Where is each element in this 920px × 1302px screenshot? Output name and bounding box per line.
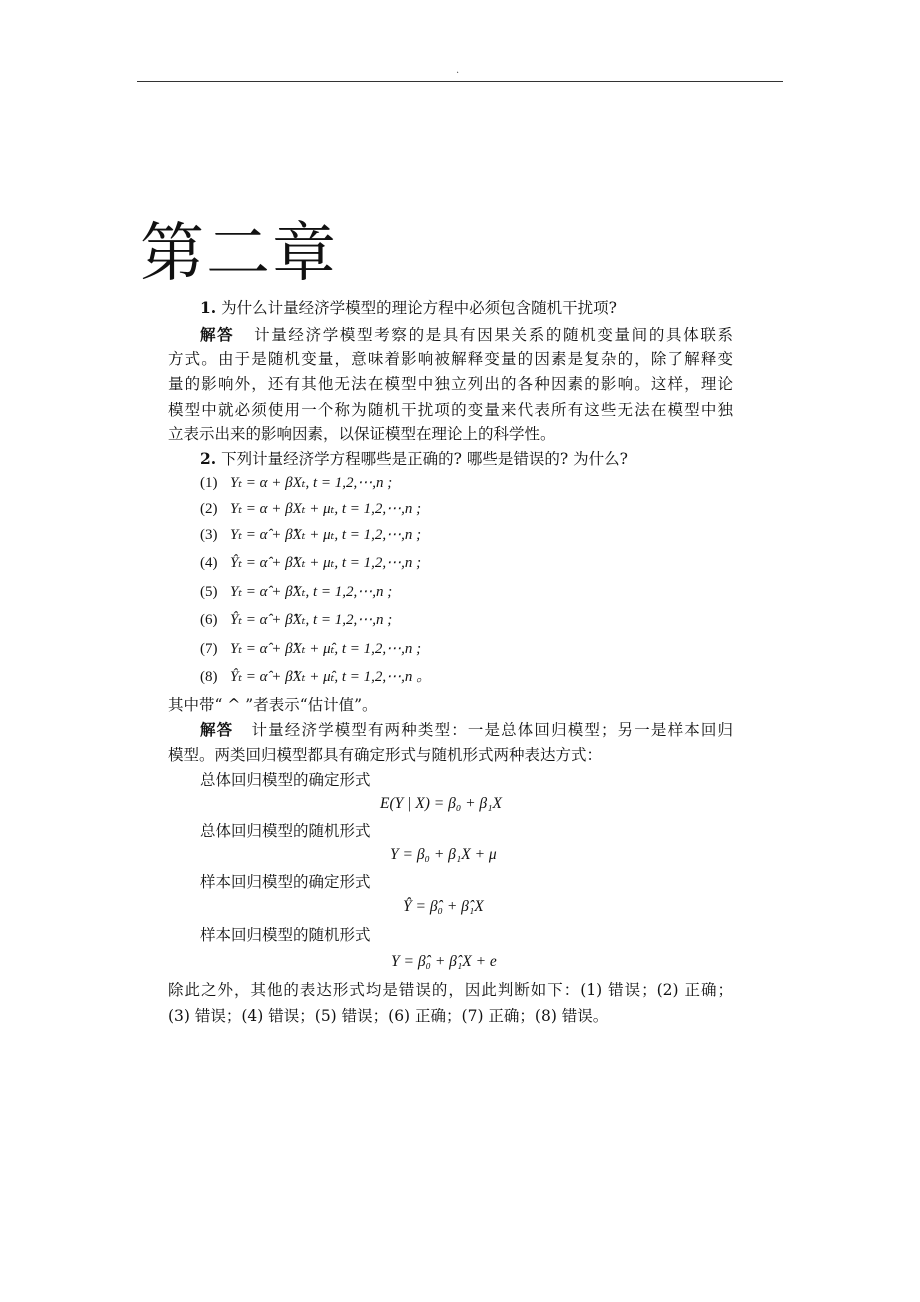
equation-4: (4) Ŷₜ = α̂ + β̂Xₜ + μₜ, t = 1,2,⋯,n ;	[200, 555, 422, 571]
equation-3: (3) Yₜ = α̂ + β̂Xₜ + μₜ, t = 1,2,⋯,n ;	[200, 527, 422, 543]
answer-1-line-2: 方式。由于是随机变量，意味着影响被解释变量的因素是复杂的，除了解释变	[168, 350, 733, 368]
formula-sample-random: Y = β̂₀ + β̂₁X + e	[391, 953, 497, 970]
answer-1-text: 计量经济学模型考察的是具有因果关系的随机变量间的具体联系	[254, 326, 733, 344]
question-1-number: 1.	[200, 298, 217, 317]
question-2	[168, 447, 733, 471]
equation-6: (6) Ŷₜ = α̂ + β̂Xₜ, t = 1,2,⋯,n ;	[200, 612, 393, 628]
estimate-note: 其中带“ ^ ”者表示“估计值”。	[168, 696, 378, 714]
form-label-1: 总体回归模型的确定形式	[200, 771, 371, 789]
question-1-text: 为什么计量经济学模型的理论方程中必须包含随机干扰项?	[221, 299, 617, 317]
equation-2: (2) Yₜ = α + βXₜ + μₜ, t = 1,2,⋯,n ;	[200, 501, 422, 517]
conclusion-line-2: (3) 错误；(4) 错误；(5) 错误；(6) 正确；(7) 正确；(8) 错误。	[168, 1007, 609, 1025]
answer-2-line-1	[168, 718, 733, 742]
equation-5: (5) Yₜ = α̂ + β̂Xₜ, t = 1,2,⋯,n ;	[200, 584, 393, 600]
answer-1-label: 解答	[200, 325, 235, 344]
answer-1-line-4: 模型中就必须使用一个称为随机干扰项的变量来代表所有这些无法在模型中独	[168, 401, 733, 419]
chapter-title: 第二章	[140, 217, 338, 291]
answer-2-label: 解答	[200, 720, 234, 739]
question-2-text: 下列计量经济学方程哪些是正确的? 哪些是错误的? 为什么?	[221, 450, 628, 468]
answer-2-text: 计量经济学模型有两种类型：一是总体回归模型；另一是样本回归	[251, 721, 733, 739]
formula-population-random: Y = β₀ + β₁X + μ	[390, 846, 497, 863]
question-1	[168, 296, 733, 320]
answer-1-line-1	[168, 323, 733, 347]
equation-1: (1) Yₜ = α + βXₜ, t = 1,2,⋯,n ;	[200, 475, 393, 491]
header-rule	[137, 81, 783, 82]
form-label-2: 总体回归模型的随机形式	[200, 822, 371, 840]
answer-2-line-2: 模型。两类回归模型都具有确定形式与随机形式两种表达方式：	[168, 746, 603, 764]
conclusion-line-1: 除此之外，其他的表达形式均是错误的，因此判断如下：(1) 错误；(2) 正确；	[168, 981, 733, 999]
header-dot: .	[456, 65, 460, 76]
equation-7: (7) Yₜ = α̂ + β̂Xₜ + μ̂ₜ, t = 1,2,⋯,n ;	[200, 641, 422, 657]
formula-sample-deterministic: Ŷ = β̂₀ + β̂₁X	[403, 898, 484, 915]
form-label-4: 样本回归模型的随机形式	[200, 926, 371, 944]
answer-1-line-3: 量的影响外，还有其他无法在模型中独立列出的各种因素的影响。这样，理论	[168, 375, 733, 393]
question-2-number: 2.	[200, 449, 217, 468]
answer-1-line-5: 立表示出来的影响因素，以保证模型在理论上的科学性。	[168, 425, 556, 443]
formula-population-deterministic: E(Y | X) = β₀ + β₁X	[380, 795, 502, 812]
form-label-3: 样本回归模型的确定形式	[200, 873, 371, 891]
equation-8: (8) Ŷₜ = α̂ + β̂Xₜ + μ̂ₜ, t = 1,2,⋯,n 。	[200, 669, 432, 685]
